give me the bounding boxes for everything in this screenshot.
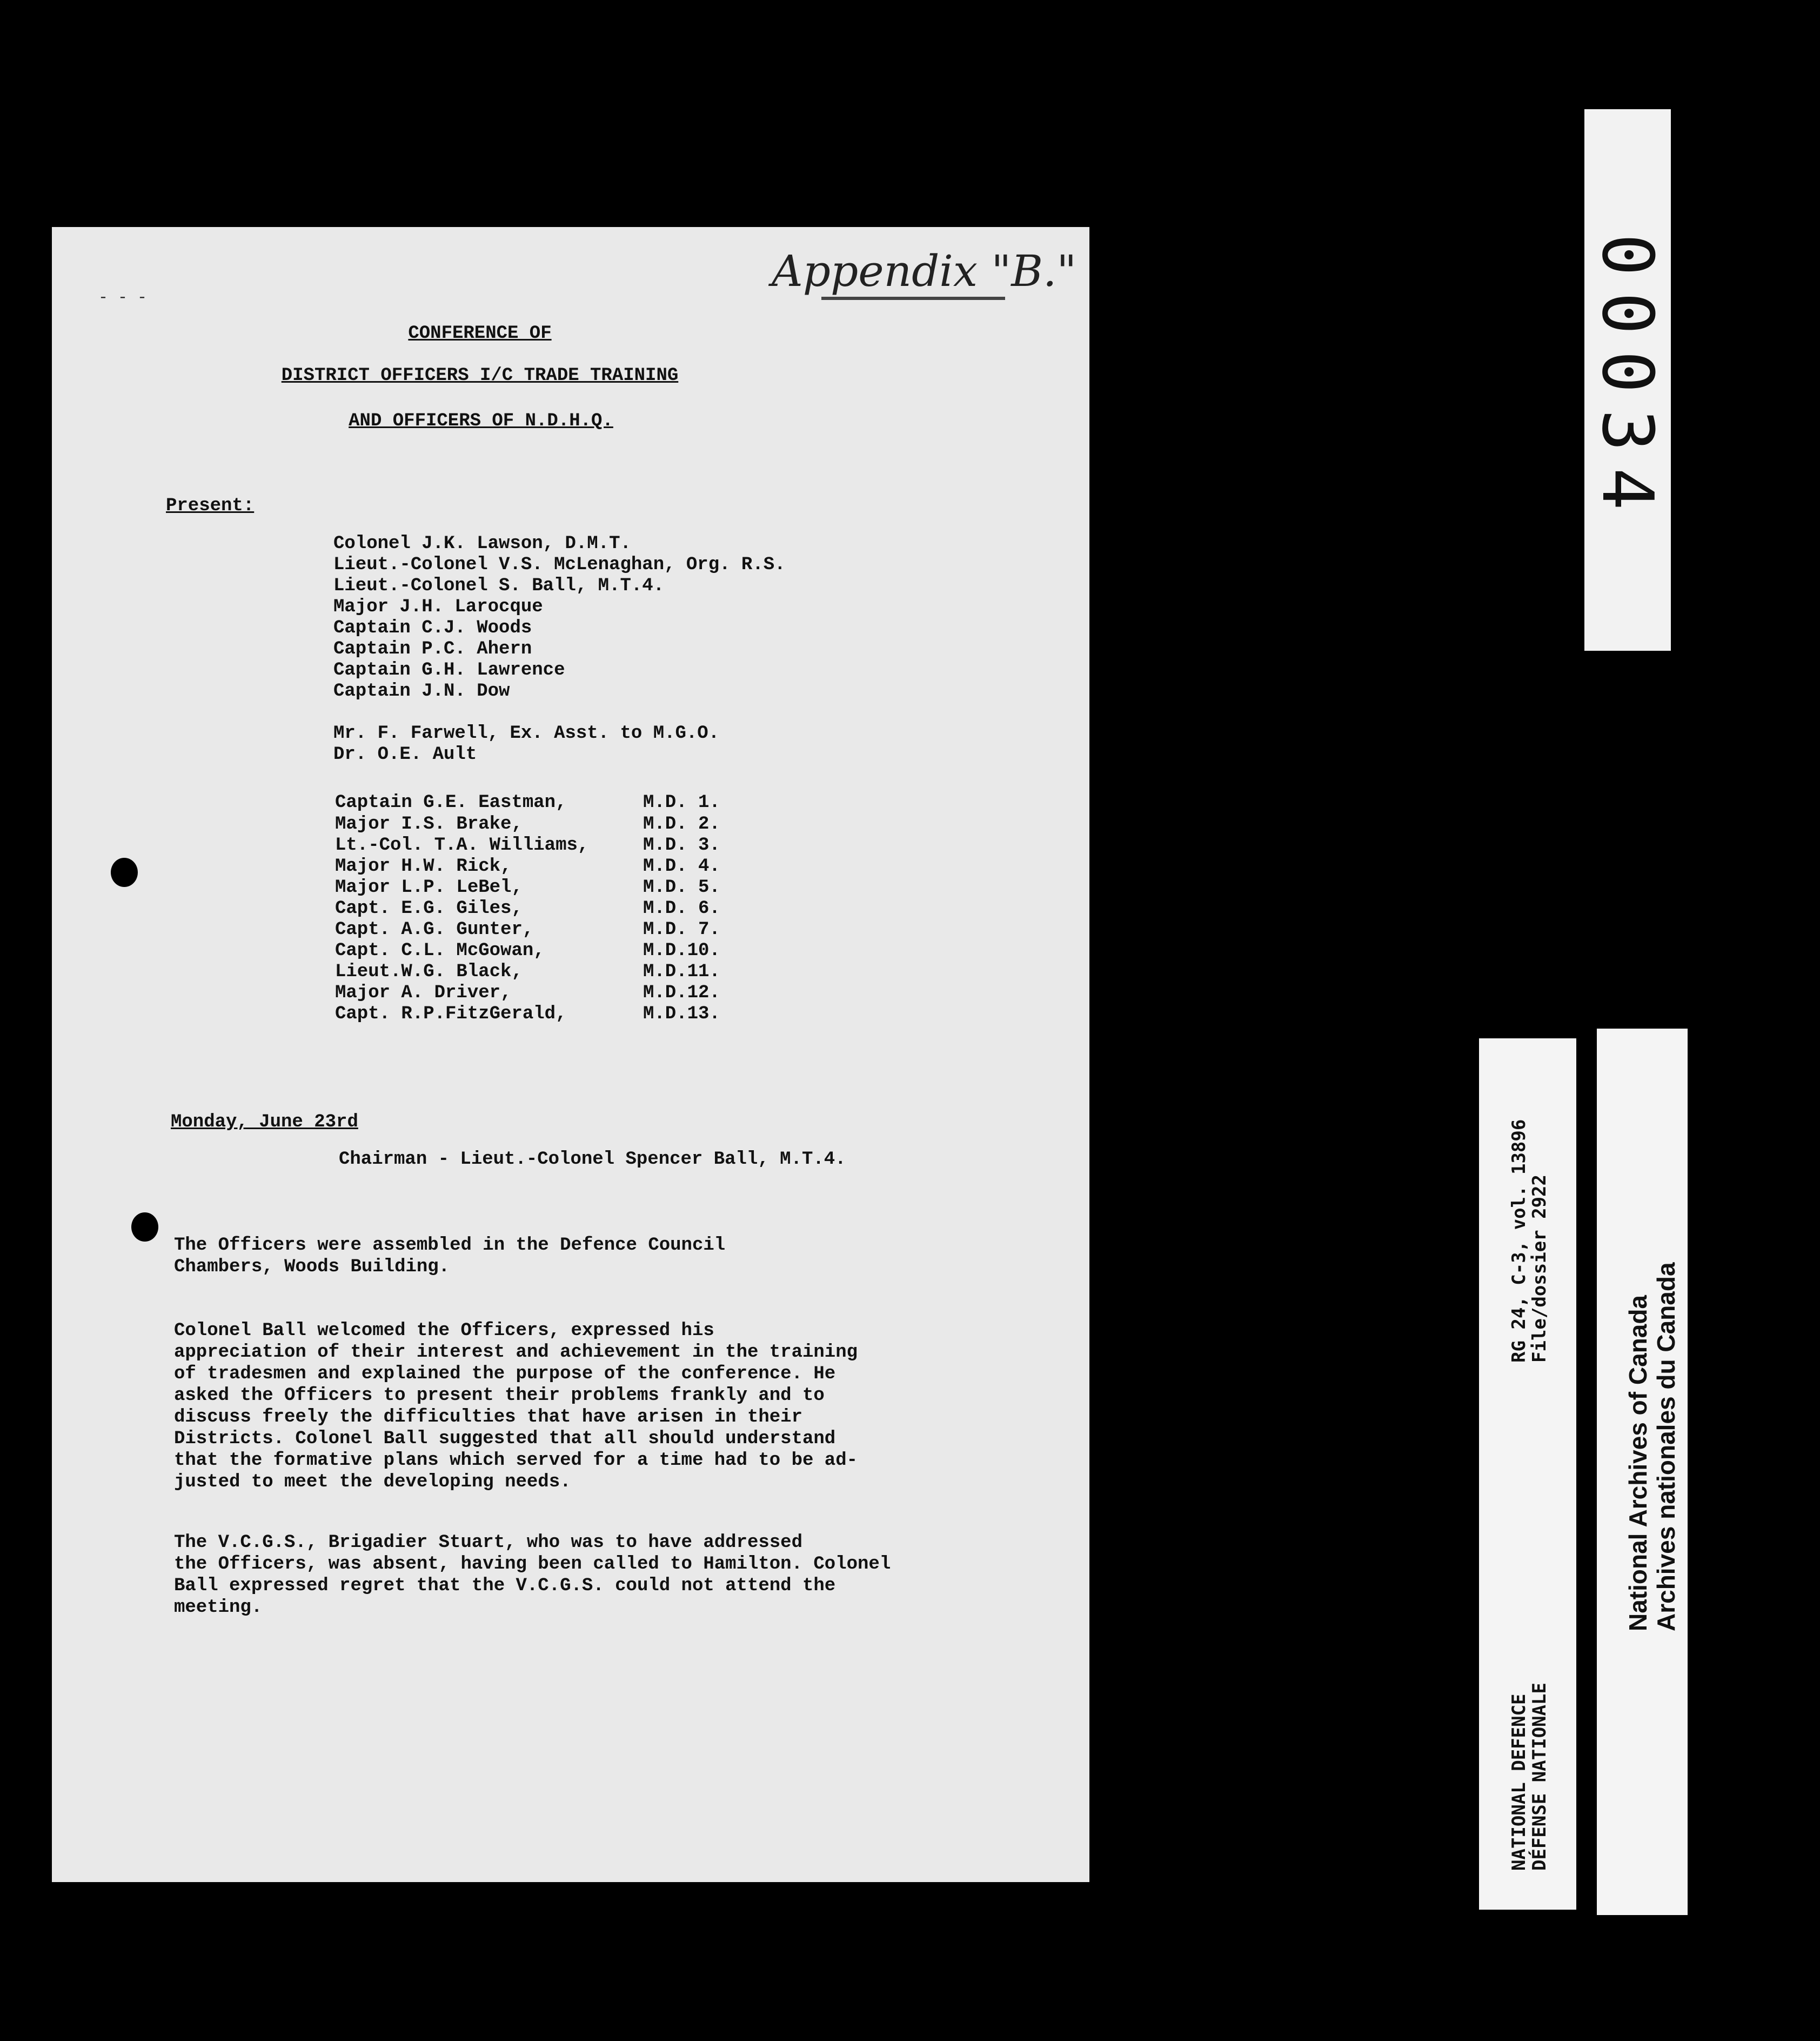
frame-number: 00034 <box>1587 234 1669 526</box>
officer-name: Major L.P. LeBel, <box>335 877 523 898</box>
district-officer-row <box>335 814 720 835</box>
document-page <box>52 227 1089 1882</box>
district-code: M.D. 1. <box>643 792 720 813</box>
district-officer-row <box>335 983 720 1003</box>
officer-name: Capt. A.G. Gunter, <box>335 919 534 940</box>
paragraph: The V.C.G.S., Brigadier Stuart, who was to have addressed the Officers, was absent, having been called to Hamilton. Colonel Ball expressed regret that the V.C.G.S. could not attend the meeting. <box>174 1532 891 1618</box>
archives-strip <box>1597 1029 1688 1915</box>
list-item: Mr. F. Farwell, Ex. Asst. to M.G.O. <box>333 723 720 744</box>
margin-mark: - - - <box>98 289 148 307</box>
officer-name: Captain G.E. Eastman, <box>335 792 567 813</box>
list-item: Lieut.-Colonel V.S. McLenaghan, Org. R.S. <box>333 555 786 575</box>
date-heading: Monday, June 23rd <box>171 1112 358 1132</box>
district-code: M.D. 4. <box>643 856 720 877</box>
archive-reference <box>1509 1119 1550 1363</box>
district-officer-row <box>335 856 720 877</box>
list-item: Major J.H. Larocque <box>333 597 543 617</box>
district-officer-row <box>335 792 720 813</box>
list-item: Captain P.C. Ahern <box>333 639 532 659</box>
officer-name: Lt.-Col. T.A. Williams, <box>335 835 589 856</box>
punch-hole <box>131 1212 158 1242</box>
officer-name: Major A. Driver, <box>335 983 512 1003</box>
archive-reference-strip <box>1479 1038 1576 1910</box>
archives-label <box>1624 1262 1680 1631</box>
district-code: M.D. 2. <box>643 814 720 835</box>
district-code: M.D. 7. <box>643 919 720 940</box>
officer-name: Capt. C.L. McGowan, <box>335 941 545 961</box>
officer-name: Major H.W. Rick, <box>335 856 512 877</box>
title-line-2: DISTRICT OFFICERS I/C TRADE TRAINING <box>281 365 679 386</box>
officer-name: Capt. R.P.FitzGerald, <box>335 1004 567 1024</box>
archive-reference-line: File/dossier 2922 <box>1529 1175 1550 1363</box>
frame-number-strip <box>1584 109 1671 651</box>
paragraph: The Officers were assembled in the Defence Council Chambers, Woods Building. <box>174 1235 726 1277</box>
title-line-3: AND OFFICERS OF N.D.H.Q. <box>349 411 613 431</box>
department-line: DÉFENSE NATIONALE <box>1529 1683 1550 1871</box>
district-code: M.D.12. <box>643 983 720 1003</box>
district-officer-row <box>335 835 720 856</box>
archives-line: Archives nationales du Canada <box>1652 1262 1680 1631</box>
list-item: Captain J.N. Dow <box>333 681 510 702</box>
district-officer-row <box>335 962 720 982</box>
district-officer-row <box>335 1004 720 1024</box>
list-item: Lieut.-Colonel S. Ball, M.T.4. <box>333 576 665 596</box>
present-label: Present: <box>166 496 255 516</box>
district-code: M.D.10. <box>643 941 720 961</box>
district-code: M.D. 3. <box>643 835 720 856</box>
district-code: M.D. 5. <box>643 877 720 898</box>
officer-name: Major I.S. Brake, <box>335 814 523 835</box>
list-item: Dr. O.E. Ault <box>333 744 477 765</box>
annotation-underline <box>821 297 1005 300</box>
district-officer-row <box>335 941 720 961</box>
officer-name: Lieut.W.G. Black, <box>335 962 523 982</box>
district-officer-row <box>335 877 720 898</box>
handwritten-annotation: Appendix "B." <box>772 246 1077 296</box>
officer-name: Capt. E.G. Giles, <box>335 898 523 919</box>
district-code: M.D.11. <box>643 962 720 982</box>
district-officer-row <box>335 919 720 940</box>
archives-line: National Archives of Canada <box>1624 1295 1652 1631</box>
district-officer-row <box>335 898 720 919</box>
district-code: M.D. 6. <box>643 898 720 919</box>
archive-reference-line: RG 24, C-3, vol. 13896 <box>1508 1119 1530 1363</box>
list-item: Colonel J.K. Lawson, D.M.T. <box>333 533 631 554</box>
ndhq-officers-list <box>333 533 786 702</box>
title-line-1: CONFERENCE OF <box>408 323 552 344</box>
punch-hole <box>111 858 138 887</box>
civilians-list <box>333 723 719 765</box>
district-code: M.D.13. <box>643 1004 720 1024</box>
department-line: NATIONAL DEFENCE <box>1508 1693 1530 1871</box>
list-item: Captain G.H. Lawrence <box>333 660 565 681</box>
list-item: Captain C.J. Woods <box>333 618 532 638</box>
department-label <box>1509 1683 1550 1871</box>
chairman-line: Chairman - Lieut.-Colonel Spencer Ball, M.T.4. <box>339 1149 846 1170</box>
paragraph: Colonel Ball welcomed the Officers, expressed his appreciation of their interest and achievement in the training of tradesmen and explained the purpose of the conference. He asked the Officers to present their problems frankly and to discuss freely the difficulties that have arisen in their Districts. Colonel Ball suggested that all should understand that the formative plans which served for a time had to be ad- justed to meet the developing needs. <box>174 1320 858 1492</box>
